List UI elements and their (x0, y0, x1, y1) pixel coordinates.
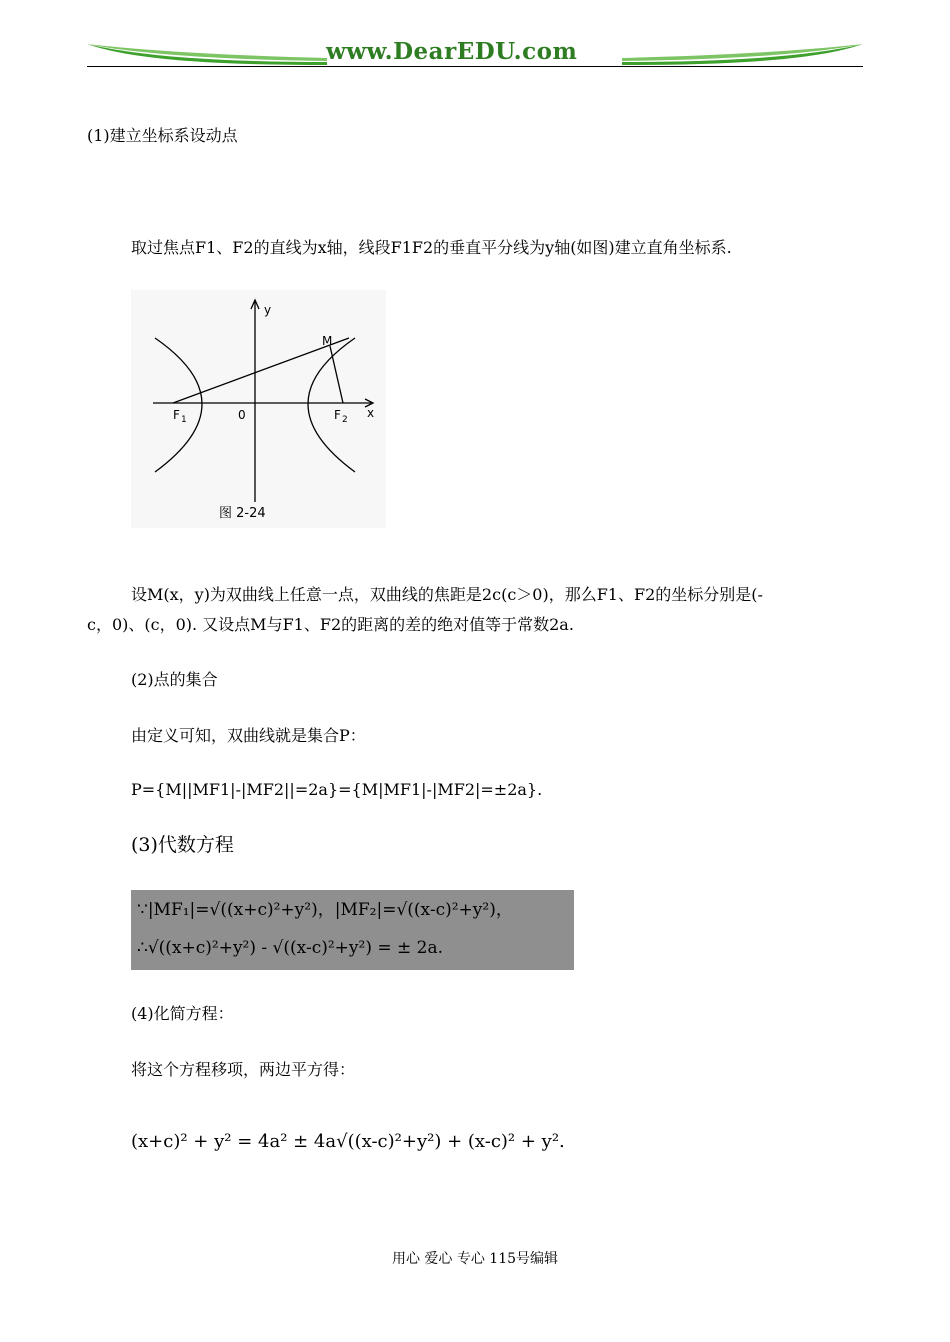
step2-heading: (2)点的集合 (131, 670, 218, 689)
step4-text: 将这个方程移项，两边平方得： (131, 1060, 356, 1079)
distance-formula-block (131, 890, 574, 970)
figure-x-label: x (367, 406, 375, 420)
step2-text: 由定义可知，双曲线就是集合P： (131, 726, 366, 745)
figure-point-f2: F (334, 408, 341, 422)
step1-text: 取过焦点F1、F2的直线为x轴，线段F1F2的垂直平分线为y轴(如图)建立直角坐标系. (131, 238, 732, 257)
step4-heading: (4)化简方程： (131, 1004, 234, 1023)
page-footer: 用心 爱心 专心 115号编辑 (391, 1251, 559, 1267)
figure-point-f1-sub: 1 (181, 415, 187, 425)
formula-line1: ∵|MF₁|=√((x+c)²+y²)，|MF₂|=√((x-c)²+y²)， (137, 900, 513, 920)
figure-point-f1: F (173, 408, 180, 422)
header-right-swoosh (622, 36, 863, 66)
site-name: www.DearEDU.com (326, 38, 578, 65)
header-left-swoosh (87, 36, 327, 66)
figure-origin: 0 (238, 408, 246, 422)
figure-point-m: M (322, 334, 333, 348)
header-rule (87, 66, 863, 67)
hyperbola-figure (131, 290, 386, 528)
step1-heading: (1)建立坐标系设动点 (87, 126, 238, 145)
step3-heading: (3)代数方程 (131, 834, 234, 856)
para2-line2: c，0)、(c，0). 又设点M与F1、F2的距离的差的绝对值等于常数2a. (87, 615, 574, 634)
figure-point-f2-sub: 2 (342, 415, 348, 425)
figure-caption: 图 2-24 (219, 506, 266, 521)
para2-line1: 设M(x，y)为双曲线上任意一点，双曲线的焦距是2c(c＞0)，那么F1、F2的坐标分别是(- (131, 585, 763, 604)
figure-y-label: y (264, 303, 272, 317)
formula-line2: ∴√((x+c)²+y²) - √((x-c)²+y²) = ± 2a. (137, 938, 444, 958)
set-formula: P={M||MF1|-|MF2||=2a}={M|MF1|-|MF2|=±2a}. (131, 780, 543, 799)
expanded-formula: (x+c)² + y² = 4a² ± 4a√((x-c)²+y²) + (x-c)² + y². (131, 1131, 565, 1152)
